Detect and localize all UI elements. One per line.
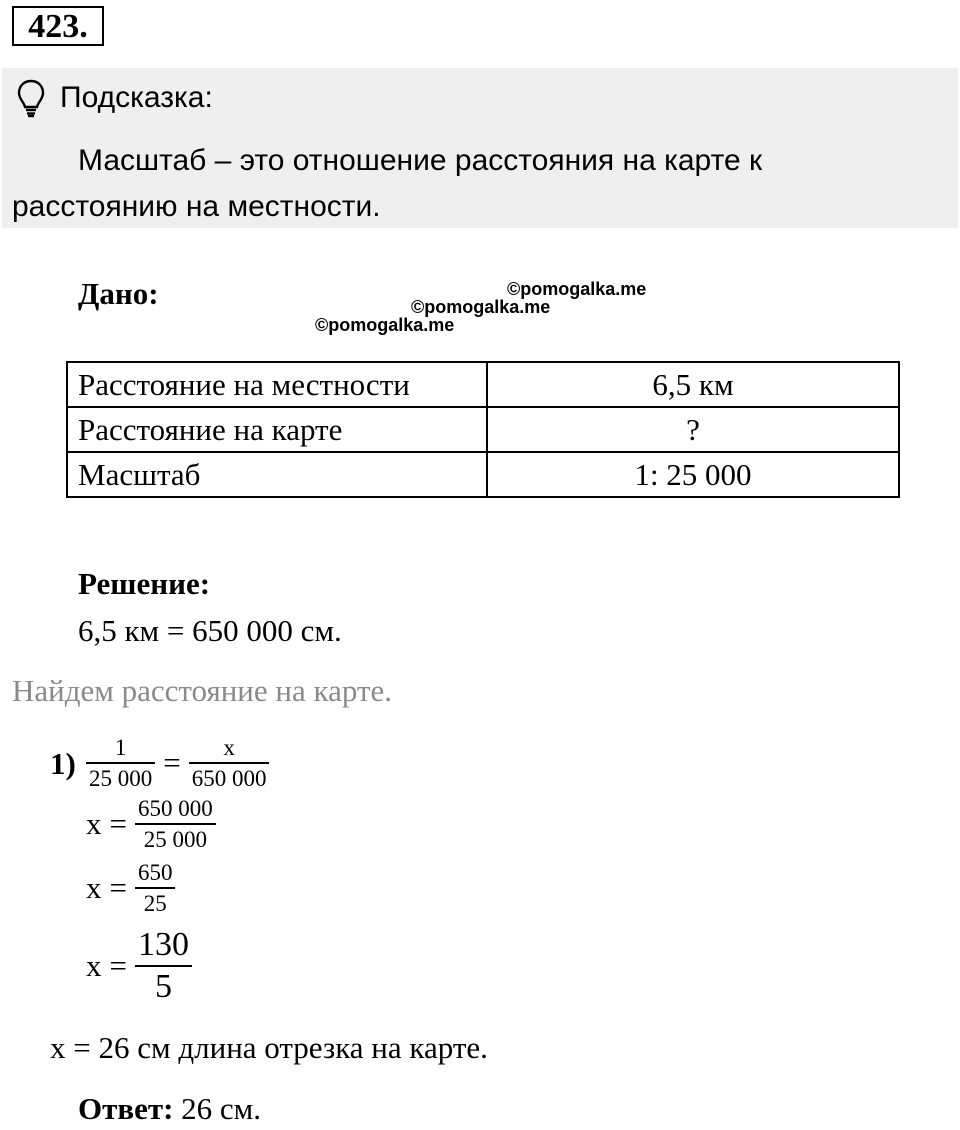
equals-sign: = [109,870,127,905]
solution-label: Решение: [78,566,211,601]
given-key: Масштаб [67,452,487,497]
given-value: 6,5 км [487,362,899,407]
equals-sign: = [109,806,127,841]
denominator: 5 [154,968,172,1005]
watermark: ©pomogalka.me [315,315,455,335]
numerator: 650 000 [137,796,213,821]
hint-title: Подсказка: [60,81,213,114]
given-table [66,361,900,498]
variable: x [86,806,102,841]
variable: x [86,870,102,905]
denominator: 25 000 [89,766,153,791]
denominator: 650 000 [191,766,267,791]
step-label: 1) [50,746,76,781]
table-row [67,452,899,497]
watermark: ©pomogalka.me [411,297,551,317]
table-row [67,407,899,452]
task-number: 423. [12,6,104,46]
answer-line [78,1088,261,1130]
denominator: 25 000 [143,827,207,852]
equation-step [86,797,216,851]
equals-sign: = [109,948,127,983]
fraction [189,736,270,790]
answer-value: 26 см. [181,1091,262,1126]
find-statement: Найдем расстояние на карте. [12,673,393,708]
table-row [67,362,899,407]
fraction [135,861,176,915]
given-label: Дано: [78,276,159,311]
equation-step [86,928,192,1004]
variable: x [86,948,102,983]
result-line: x = 26 см длина отрезка на карте. [50,1030,488,1065]
answer-label: Ответ: [78,1091,174,1126]
numerator: 1 [114,735,127,760]
given-key: Расстояние на местности [67,362,487,407]
equation-step [86,861,175,915]
numerator: 130 [137,926,189,963]
fraction [135,928,192,1004]
hint-text: Масштаб – это отношение расстояния на карте к расстоянию на местности. [12,144,763,223]
fraction [135,797,216,851]
proportion-equation [86,736,269,790]
denominator: 25 [143,891,167,916]
fraction [86,736,155,790]
watermark: ©pomogalka.me [507,279,647,299]
unit-conversion: 6,5 км = 650 000 см. [78,613,342,648]
numerator: x [223,735,235,760]
equals-sign: = [163,745,181,780]
given-value: 1: 25 000 [487,452,899,497]
given-value: ? [487,407,899,452]
lightbulb-icon [16,78,46,118]
given-key: Расстояние на карте [67,407,487,452]
numerator: 650 [137,860,173,885]
